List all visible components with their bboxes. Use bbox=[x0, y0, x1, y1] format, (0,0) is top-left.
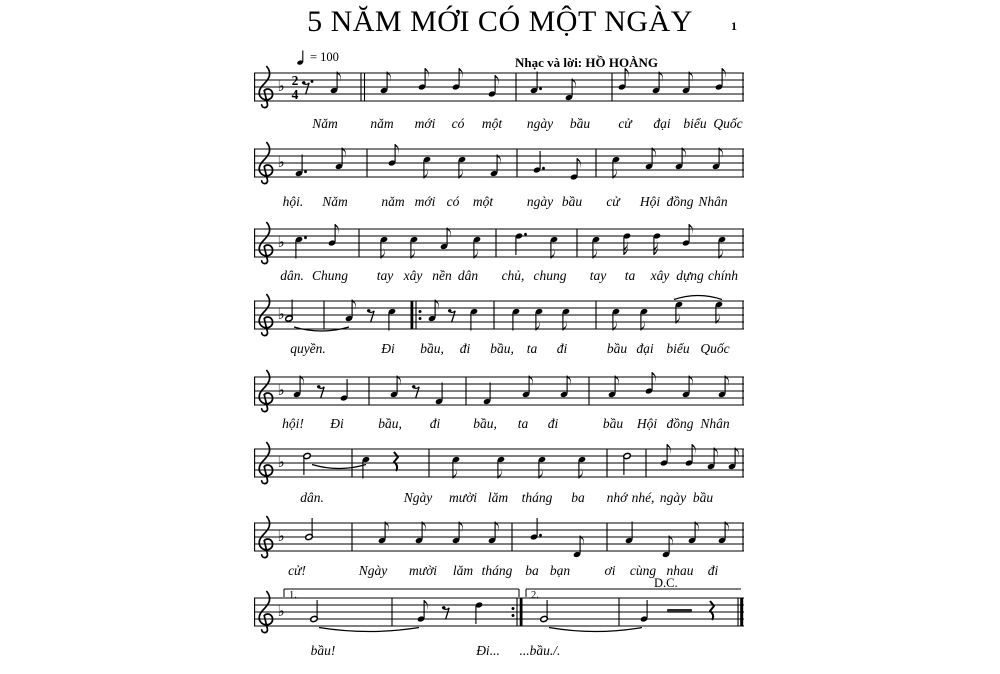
staff-lines bbox=[254, 149, 744, 177]
staff-lines bbox=[254, 301, 744, 329]
lyric-syllable: bầu! bbox=[310, 643, 336, 658]
lyric-syllable: ngày bbox=[659, 490, 687, 505]
rest-glyph bbox=[367, 309, 374, 322]
lyric-syllable: đi bbox=[556, 341, 568, 356]
note-glyph bbox=[380, 236, 388, 259]
lyric-syllable: bầu, bbox=[490, 341, 514, 356]
note-glyph bbox=[535, 308, 543, 331]
note-glyph bbox=[675, 301, 683, 324]
note-glyph bbox=[452, 456, 460, 479]
rest-glyph bbox=[412, 385, 419, 398]
lyric-syllable: có bbox=[451, 116, 465, 131]
rest-glyph bbox=[317, 385, 324, 398]
lyric-syllable: Chung bbox=[311, 268, 349, 283]
lyric-syllable: bầu bbox=[561, 194, 583, 209]
note-glyph bbox=[682, 376, 693, 399]
note-glyph bbox=[512, 308, 520, 331]
lyric-syllable: chính bbox=[708, 268, 738, 283]
volta-label: 1. bbox=[289, 590, 297, 601]
note-glyph bbox=[538, 456, 546, 479]
lyric-syllable: bầu bbox=[569, 116, 591, 131]
lyric-syllable: đi bbox=[429, 416, 441, 431]
staff-system-8 bbox=[254, 570, 746, 646]
note-glyph bbox=[560, 376, 571, 399]
lyric-syllable: nền bbox=[432, 268, 452, 283]
note-glyph bbox=[473, 236, 481, 259]
note-glyph bbox=[340, 379, 348, 402]
flat-sign-icon: ♭ bbox=[277, 305, 285, 323]
lyric-syllable: ngày bbox=[526, 194, 554, 209]
note-glyph bbox=[688, 522, 699, 545]
note-glyph bbox=[293, 376, 304, 399]
note-glyph bbox=[608, 376, 619, 399]
note-glyph bbox=[522, 376, 533, 399]
note-glyph bbox=[345, 300, 356, 323]
note-glyph bbox=[470, 308, 478, 331]
note-glyph bbox=[592, 236, 600, 259]
note-glyph bbox=[388, 308, 396, 331]
note-glyph bbox=[295, 155, 307, 178]
note-glyph bbox=[458, 156, 466, 179]
note-glyph bbox=[415, 522, 426, 545]
staff-lines bbox=[254, 73, 744, 101]
note-glyph bbox=[428, 300, 439, 323]
lyric-syllable: cử bbox=[606, 194, 620, 209]
lyric-syllable: quyền. bbox=[290, 341, 326, 356]
lyric-syllable: Nhân bbox=[698, 194, 728, 209]
note-glyph bbox=[423, 156, 431, 179]
lyric-syllable: bầu bbox=[692, 490, 714, 505]
note-glyph bbox=[435, 383, 443, 406]
note-glyph bbox=[715, 301, 723, 324]
rest-glyph bbox=[394, 452, 398, 471]
note-glyph bbox=[540, 600, 548, 623]
note-glyph bbox=[380, 72, 391, 95]
note-glyph bbox=[612, 156, 620, 179]
lyric-syllable: bầu bbox=[602, 416, 624, 431]
note-glyph bbox=[712, 148, 723, 171]
volta-label: 2. bbox=[531, 590, 539, 601]
note-glyph bbox=[640, 600, 648, 623]
lyric-syllable: Đi bbox=[381, 341, 395, 356]
lyric-syllable: dựng bbox=[676, 268, 704, 283]
lyric-syllable: đi bbox=[547, 416, 559, 431]
score-area bbox=[255, 0, 747, 674]
lyric-syllable: nhớ bbox=[606, 490, 628, 505]
lyric-syllable: xây bbox=[403, 268, 423, 283]
lyric-syllable: mười bbox=[448, 490, 478, 505]
note-glyph bbox=[565, 79, 576, 102]
note-glyph bbox=[305, 518, 313, 541]
lyric-syllable: năm bbox=[381, 194, 405, 209]
lyric-syllable: bầu, bbox=[378, 416, 402, 431]
flat-sign-icon: ♭ bbox=[277, 527, 285, 545]
note-glyph bbox=[285, 300, 293, 323]
note-glyph bbox=[578, 456, 586, 479]
lyric-syllable: có bbox=[446, 194, 460, 209]
tempo-value: = 100 bbox=[310, 50, 339, 64]
staff-system-1 bbox=[254, 45, 746, 121]
note-glyph bbox=[662, 536, 673, 559]
staff-system-7 bbox=[254, 495, 746, 571]
note-glyph bbox=[410, 236, 418, 259]
note-glyph bbox=[718, 522, 729, 545]
lyric-syllable: mười bbox=[408, 563, 438, 578]
note-glyph bbox=[497, 456, 505, 479]
note-glyph bbox=[530, 72, 542, 95]
note-glyph bbox=[718, 236, 726, 259]
note-glyph bbox=[623, 232, 631, 255]
rest-glyph bbox=[710, 601, 714, 620]
lyric-syllable: Ngày bbox=[403, 490, 433, 505]
note-glyph bbox=[653, 232, 661, 255]
lyric-syllable: cử! bbox=[288, 563, 306, 578]
flat-sign-icon: ♭ bbox=[277, 381, 285, 399]
slur bbox=[312, 465, 366, 469]
flat-sign-icon: ♭ bbox=[277, 153, 285, 171]
rest-glyph bbox=[442, 606, 449, 619]
note-glyph bbox=[573, 536, 584, 559]
note-glyph bbox=[550, 236, 558, 259]
lyric-syllable: xây bbox=[650, 268, 670, 283]
slur bbox=[674, 296, 722, 300]
time-signature-bottom: 4 bbox=[291, 86, 299, 102]
note-glyph bbox=[682, 72, 693, 95]
note-glyph bbox=[623, 452, 631, 475]
note-glyph bbox=[330, 72, 341, 95]
lyric-syllable: Quốc bbox=[700, 341, 730, 356]
note-glyph bbox=[362, 456, 370, 479]
composer-credit: Nhạc và lời: HỒ HOÀNG bbox=[515, 55, 658, 70]
lyric-syllable: đồng bbox=[666, 416, 694, 431]
lyric-syllable: Nhân bbox=[700, 416, 730, 431]
lyric-syllable: tay bbox=[589, 268, 607, 283]
lyric-syllable: Hội bbox=[639, 194, 661, 209]
lyric-syllable: bầu bbox=[606, 341, 628, 356]
lyric-syllable: một bbox=[481, 116, 503, 131]
lyric-syllable: Đi bbox=[330, 416, 344, 431]
staff-system-2 bbox=[254, 121, 746, 197]
lyric-syllable: chung bbox=[533, 268, 567, 283]
note-glyph bbox=[390, 376, 401, 399]
lyric-syllable: Đi... bbox=[476, 643, 500, 658]
lyric-syllable: bạn bbox=[549, 563, 571, 578]
lyric-syllable: biểu bbox=[683, 116, 707, 131]
note-glyph bbox=[335, 148, 346, 171]
staff-system-5 bbox=[254, 349, 746, 425]
staff-system-3 bbox=[254, 201, 746, 277]
lyric-syllable: tháng bbox=[521, 490, 553, 505]
lyric-syllable: cử bbox=[618, 116, 632, 131]
note-glyph bbox=[728, 448, 739, 471]
note-glyph bbox=[490, 155, 501, 178]
lyric-syllable: đại bbox=[653, 116, 671, 131]
rest-glyph bbox=[448, 309, 455, 322]
lyric-syllable: đi bbox=[459, 341, 471, 356]
slur bbox=[549, 628, 642, 632]
lyric-syllable: năm bbox=[370, 116, 394, 131]
lyric-syllable: ta bbox=[517, 416, 529, 431]
lyric-syllable: nhé, bbox=[631, 490, 655, 505]
lyric-syllable: lăm bbox=[452, 563, 474, 578]
lyric-syllable: ...bầu./. bbox=[519, 643, 561, 658]
note-glyph bbox=[718, 376, 729, 399]
staff-lines bbox=[254, 377, 744, 405]
note-glyph bbox=[645, 148, 656, 171]
lyric-syllable: tay bbox=[376, 268, 394, 283]
lyric-syllable: ta bbox=[624, 268, 636, 283]
lyric-syllable: đồng bbox=[666, 194, 694, 209]
lyric-syllable: Năm bbox=[322, 194, 348, 209]
note-glyph bbox=[483, 383, 491, 406]
lyric-syllable: cùng bbox=[629, 563, 657, 578]
note-glyph bbox=[562, 308, 570, 331]
note-glyph bbox=[295, 236, 307, 259]
lyric-syllable: đại bbox=[636, 341, 654, 356]
flat-sign-icon: ♭ bbox=[277, 602, 285, 620]
lyric-syllable: một bbox=[472, 194, 494, 209]
staff-system-6 bbox=[254, 421, 746, 497]
slur bbox=[319, 628, 419, 632]
note-glyph bbox=[475, 601, 483, 624]
note-glyph bbox=[625, 522, 633, 545]
lyric-syllable: Ngày bbox=[358, 563, 388, 578]
dc-marking: D.C. bbox=[654, 576, 678, 590]
flat-sign-icon: ♭ bbox=[277, 453, 285, 471]
note-glyph bbox=[440, 228, 451, 251]
lyric-syllable: mới bbox=[414, 116, 436, 131]
lyric-line-8 bbox=[255, 643, 747, 660]
note-glyph bbox=[707, 448, 718, 471]
lyric-syllable: ba bbox=[571, 490, 585, 505]
staff-lines bbox=[254, 449, 744, 477]
note-glyph bbox=[488, 522, 499, 545]
page-number: 1 bbox=[731, 19, 737, 33]
lyric-syllable: hội. bbox=[282, 194, 304, 209]
lyric-syllable: hội! bbox=[282, 416, 304, 431]
lyric-syllable: nhau bbox=[666, 563, 694, 578]
page-title: 5 NĂM MỚI CÓ MỘT NGÀY bbox=[307, 5, 693, 38]
note-glyph bbox=[612, 308, 620, 331]
lyric-syllable: Quốc bbox=[713, 116, 743, 131]
note-glyph bbox=[652, 72, 663, 95]
lyric-syllable: lăm bbox=[487, 490, 509, 505]
staff-lines bbox=[254, 229, 744, 257]
note-glyph bbox=[310, 600, 318, 623]
lyric-syllable: biểu bbox=[666, 341, 690, 356]
lyric-syllable: đi bbox=[707, 563, 719, 578]
lyric-syllable: dân. bbox=[280, 268, 304, 283]
note-glyph bbox=[640, 308, 648, 331]
lyric-syllable: tháng bbox=[481, 563, 513, 578]
lyric-syllable: bầu, bbox=[420, 341, 444, 356]
lyric-syllable: bầu, bbox=[473, 416, 497, 431]
lyric-syllable: dân. bbox=[300, 490, 324, 505]
staff-system-4 bbox=[254, 273, 746, 349]
lyric-syllable: ngày bbox=[526, 116, 554, 131]
lyric-syllable: dân bbox=[457, 268, 479, 283]
flat-sign-icon: ♭ bbox=[277, 77, 285, 95]
lyric-syllable: ơi bbox=[604, 563, 616, 578]
lyric-syllable: mới bbox=[414, 194, 436, 209]
note-glyph bbox=[303, 452, 311, 475]
illegible-stamp bbox=[667, 609, 692, 613]
note-glyph bbox=[378, 522, 389, 545]
lyric-syllable: ta bbox=[526, 341, 538, 356]
time-signature-top: 2 bbox=[291, 72, 299, 88]
note-glyph bbox=[675, 148, 686, 171]
flat-sign-icon: ♭ bbox=[277, 233, 285, 251]
lyric-syllable: chủ, bbox=[501, 268, 525, 283]
lyric-syllable: Năm bbox=[312, 116, 338, 131]
note-glyph bbox=[452, 522, 463, 545]
lyric-syllable: ba bbox=[525, 563, 539, 578]
volta-brackets bbox=[284, 576, 741, 601]
lyric-syllable: Hội bbox=[636, 416, 658, 431]
